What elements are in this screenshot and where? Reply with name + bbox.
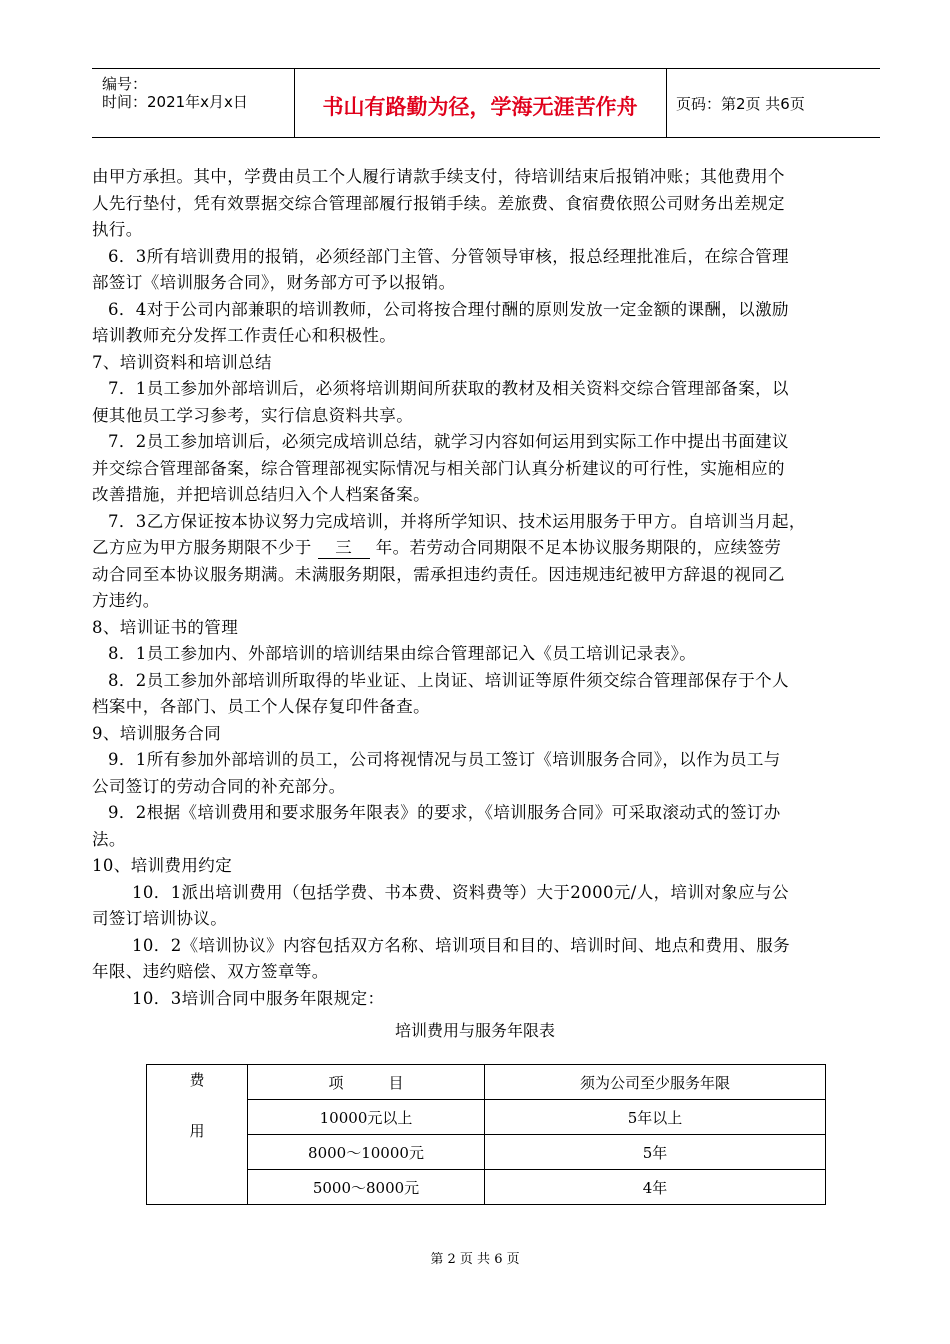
table-header-row	[147, 1065, 826, 1100]
header-motto-cell	[294, 69, 667, 137]
paragraph-line: 法。	[92, 829, 126, 849]
paragraph-line: 公司签订的劳动合同的补充部分。	[92, 776, 346, 796]
fee-label-char: 用	[189, 1122, 205, 1140]
section-heading: 8、培训证书的管理	[92, 617, 239, 637]
service-period-line	[92, 535, 882, 562]
paragraph-line: 培训教师充分发挥工作责任心和积极性。	[92, 326, 397, 345]
paragraph-line: 7．2员工参加培训后，必须完成培训总结，就学习内容如何运用到实际工作中提出书面建议	[108, 432, 789, 451]
paragraph-line: 人先行垫付，凭有效票据交综合管理部履行报销手续。差旅费、食宿费依照公司财务出差规定	[92, 193, 785, 213]
service-period-years: 三	[318, 538, 370, 559]
table-cell-item: 8000～10000元	[248, 1135, 485, 1170]
paragraph-line: 部签订《培训服务合同》，财务部方可予以报销。	[92, 273, 456, 292]
paragraph-line: 档案中，各部门、员工个人保存复印件备查。	[92, 697, 430, 716]
table-row	[147, 1170, 826, 1205]
page-header	[92, 68, 880, 138]
paragraph-line: 7．3乙方保证按本协议努力完成培训，并将所学知识、技术运用服务于甲方。自培训当月起，	[108, 511, 806, 531]
document-body	[92, 164, 882, 1012]
header-page-info: 页码：第2页 共6页	[676, 95, 805, 113]
table-cell-years: 4年	[485, 1170, 826, 1205]
paragraph-line: 8．2员工参加外部培训所取得的毕业证、上岗证、培训证等原件须交综合管理部保存于个人	[108, 670, 789, 690]
fee-label-char: 费	[189, 1071, 205, 1089]
paragraph-line: 由甲方承担。其中，学费由员工个人履行请款手续支付，待培训结束后报销冲账；其他费用个	[92, 167, 785, 186]
paragraph-line: 8．1员工参加内、外部培训的培训结果由综合管理部记入《员工培训记录表》。	[108, 644, 697, 663]
section-heading: 9、培训服务合同	[92, 723, 222, 743]
paragraph-line: 动合同至本协议服务期满。未满服务期限，需承担违约责任。因违规违纪被甲方辞退的视同乙	[92, 564, 785, 584]
section-heading: 10、培训费用约定	[92, 856, 233, 875]
table-row	[147, 1135, 826, 1170]
paragraph-line: 便其他员工学习参考，实行信息资料共享。	[92, 405, 414, 425]
fee-service-table	[146, 1064, 826, 1205]
section-heading: 7、培训资料和培训总结	[92, 352, 272, 372]
table-cell-item: 5000～8000元	[248, 1170, 485, 1205]
paragraph-line: 7．1员工参加外部培训后，必须将培训期间所获取的教材及相关资料交综合管理部备案，以	[108, 379, 789, 398]
paragraph-line: 9．1所有参加外部培训的员工，公司将视情况与员工签订《培训服务合同》，以作为员工与	[108, 750, 781, 769]
document-number-label: 编号：	[102, 75, 148, 93]
service-period-after: 年。若劳动合同期限不足本协议服务期限的，应续签劳	[375, 538, 782, 557]
paragraph-line: 10．2《培训协议》内容包括双方名称、培训项目和目的、培训时间、地点和费用、服务	[132, 935, 790, 955]
paragraph-line: 年限、违约赔偿、双方签章等。	[92, 962, 329, 981]
header-page-cell	[666, 69, 880, 137]
table-row	[147, 1100, 826, 1135]
page-footer: 第 2 页 共 6 页	[430, 1252, 520, 1267]
fee-label-cell	[147, 1065, 248, 1205]
document-time-label: 时间：2021年x月x日	[102, 93, 248, 111]
paragraph-line: 执行。	[92, 220, 143, 239]
header-left-cell	[92, 69, 295, 137]
paragraph-line: 10．3培训合同中服务年限规定：	[132, 988, 385, 1008]
table-title: 培训费用与服务年限表	[394, 1021, 555, 1040]
paragraph-line: 6．4对于公司内部兼职的培训教师，公司将按合理付酬的原则发放一定金额的课酬，以激励	[108, 299, 789, 319]
table-cell-years: 5年以上	[485, 1100, 826, 1135]
table-cell-item: 10000元以上	[248, 1100, 485, 1135]
header-motto: 书山有路勤为径，学海无涯苦作舟	[322, 95, 638, 119]
paragraph-line: 改善措施，并把培训总结归入个人档案备案。	[92, 485, 430, 504]
paragraph-line: 10．1派出培训费用（包括学费、书本费、资料费等）大于2000元/人，培训对象应与公	[132, 882, 789, 902]
table-cell-years: 5年	[485, 1135, 826, 1170]
paragraph-line: 9．2根据《培训费用和要求服务年限表》的要求，《培训服务合同》可采取滚动式的签订办	[108, 803, 781, 822]
paragraph-line: 并交综合管理部备案，综合管理部视实际情况与相关部门认真分析建议的可行性，实施相应的	[92, 458, 785, 478]
paragraph-line: 司签订培训协议。	[92, 909, 228, 928]
paragraph-line: 6．3所有培训费用的报销，必须经部门主管、分管领导审核，报总经理批准后，在综合管理	[108, 246, 789, 266]
table-header-item: 项 目	[248, 1065, 485, 1100]
table-header-years: 须为公司至少服务年限	[485, 1065, 826, 1100]
service-period-before: 乙方应为甲方服务期限不少于	[92, 538, 312, 557]
paragraph-line: 方违约。	[92, 591, 160, 610]
